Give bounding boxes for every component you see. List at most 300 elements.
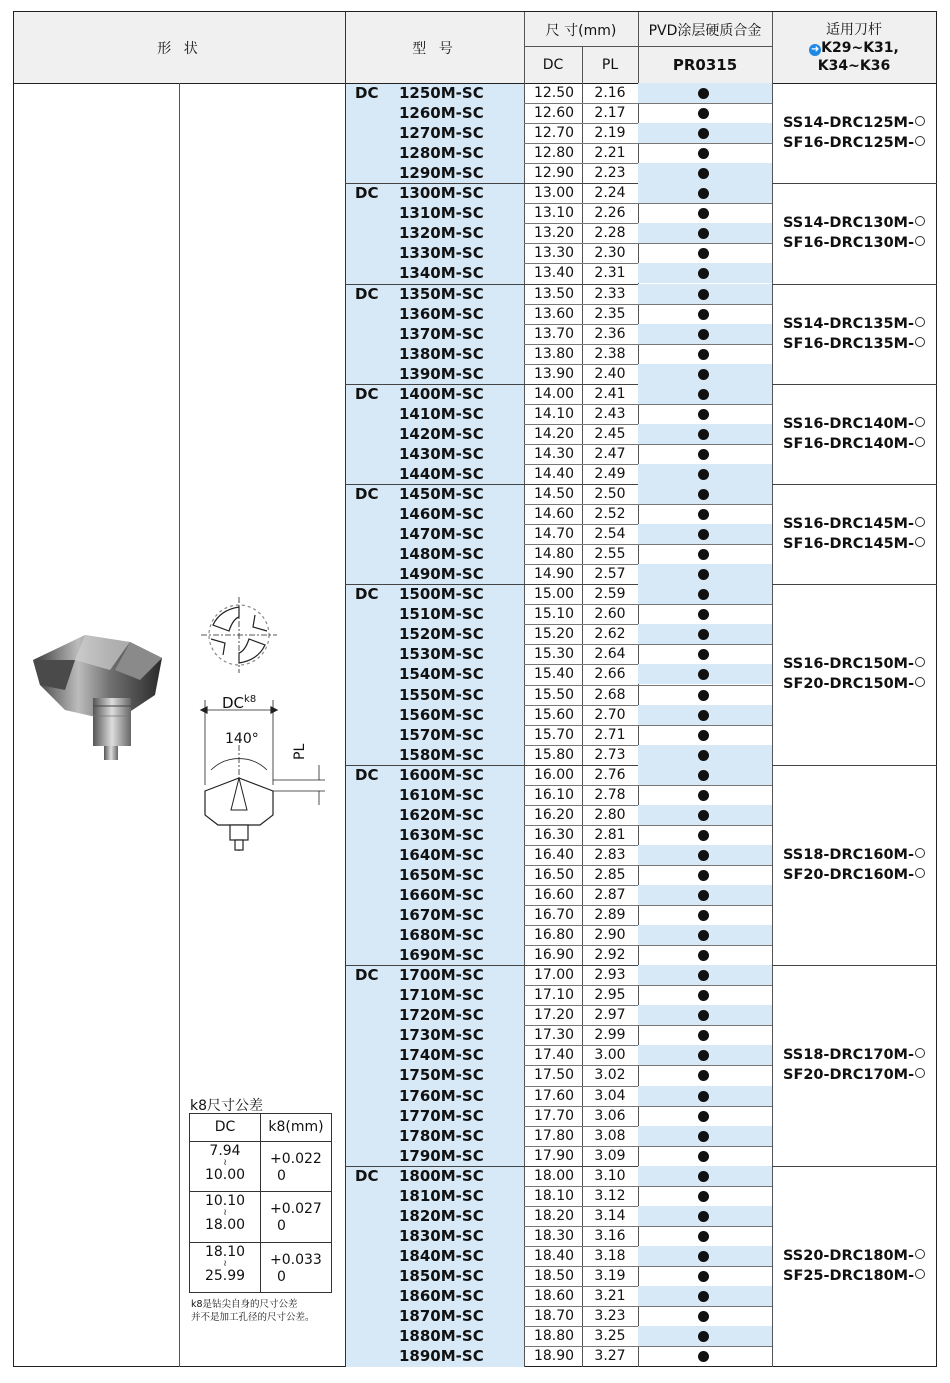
dc-value: 13.30 [533,245,575,262]
holder-cell [772,113,937,153]
model-number: 1500M-SC [399,585,484,604]
table-row [345,705,937,725]
holder-cell [772,514,937,554]
model-number: 1430M-SC [399,444,484,463]
table-row [345,1025,937,1045]
dc-value: 14.60 [533,506,575,523]
availability-dot-icon [698,1271,709,1282]
group-prefix: DC [355,84,379,102]
availability-dot-icon [698,409,709,420]
dc-value: 16.50 [533,866,575,883]
pl-value: 2.92 [594,947,626,964]
pl-value: 2.26 [594,205,626,222]
table-row [345,364,937,384]
dc-value: 18.30 [533,1227,575,1244]
model-number: 1480M-SC [399,545,484,564]
availability-dot-icon [698,1291,709,1302]
table-row [345,1146,937,1166]
holder-model: SS14-DRC125M- [783,113,937,133]
model-number: 1830M-SC [399,1226,484,1245]
availability-dot-icon [698,850,709,861]
pl-value: 2.36 [594,325,626,342]
dc-value: 15.70 [533,726,575,743]
pl-value: 2.83 [594,846,626,863]
table-row [345,1286,937,1306]
model-number: 1660M-SC [399,886,484,904]
model-number: 1770M-SC [399,1106,484,1125]
arrow-right-icon: ➜ [810,44,820,55]
pl-value: 3.09 [594,1147,626,1164]
header-holder-title: 适用刀杆 [826,22,882,38]
dc-value: 17.60 [533,1087,575,1104]
dc-value: 14.20 [533,425,575,442]
model-number: 1870M-SC [399,1307,484,1326]
dc-value: 13.40 [533,265,575,282]
dc-value: 18.80 [533,1328,575,1345]
pl-value: 2.90 [594,927,626,944]
dc-value: 16.30 [533,826,575,843]
pl-value: 2.64 [594,646,626,663]
circle-icon [915,517,925,527]
table-row [345,1005,937,1025]
model-number: 1360M-SC [399,304,484,323]
availability-dot-icon [698,108,709,119]
pl-value: 2.97 [594,1007,626,1024]
circle-icon [915,236,925,246]
circle-icon [915,317,925,327]
table-row [345,604,937,624]
table-row [345,284,937,304]
model-number: 1300M-SC [399,184,484,203]
pl-value: 2.30 [594,245,626,262]
model-number: 1570M-SC [399,725,484,744]
tolerance-dc-range: 7.94 ≀ 10.00 [204,1143,246,1183]
model-number: 1320M-SC [399,224,484,243]
table-row [345,183,937,203]
group-prefix: DC [355,966,379,985]
pl-value: 3.21 [594,1288,626,1304]
model-number: 1530M-SC [399,645,484,664]
model-number: 1310M-SC [399,204,484,223]
holder-cell [772,414,937,454]
dc-value: 12.60 [533,105,575,122]
dc-value: 13.20 [533,225,575,242]
header-size: 尺 寸(mm) [545,23,617,39]
pl-value: 2.24 [594,185,626,202]
dc-value: 18.50 [533,1267,575,1284]
model-number: 1290M-SC [399,164,484,183]
dc-value: 16.60 [533,887,575,903]
table-row [345,1166,937,1186]
pl-value: 2.87 [594,887,626,903]
circle-icon [915,136,925,146]
dc-value: 14.40 [533,465,575,482]
pl-value: 2.19 [594,125,626,142]
model-number: 1730M-SC [399,1026,484,1045]
holder-model: SS14-DRC135M- [783,314,937,334]
model-number: 1580M-SC [399,745,484,764]
table-row [345,1346,937,1366]
group-prefix: DC [355,1166,379,1185]
dc-value: 12.80 [533,145,575,162]
availability-dot-icon [698,309,709,320]
tolerance-table [189,1113,332,1293]
table-row [345,825,937,845]
availability-dot-icon [698,870,709,881]
pl-value: 2.68 [594,686,626,703]
dc-value: 16.80 [533,927,575,944]
model-number: 1420M-SC [399,424,484,443]
model-number: 1630M-SC [399,825,484,844]
availability-dot-icon [698,1091,709,1102]
table-row [345,805,937,825]
model-number: 1460M-SC [399,505,484,524]
dc-value: 15.20 [533,626,575,643]
pl-value: 2.38 [594,345,626,362]
header-dc: DC [542,57,564,73]
table-row [345,163,937,183]
holder-model: SF16-DRC125M- [783,133,937,153]
table-row [345,905,937,925]
model-number: 1650M-SC [399,865,484,884]
pl-value: 3.10 [594,1167,626,1184]
dc-value: 15.10 [533,606,575,623]
pl-value: 2.35 [594,305,626,322]
model-number: 1780M-SC [399,1126,484,1145]
pl-value: 3.00 [594,1047,626,1064]
dc-value: 15.50 [533,686,575,703]
model-number: 1250M-SC [399,84,484,102]
dc-value: 17.80 [533,1127,575,1144]
pl-value: 3.14 [594,1207,626,1224]
header-pl: PL [601,57,619,73]
model-number: 1710M-SC [399,986,484,1005]
model-number: 1490M-SC [399,565,484,584]
availability-dot-icon [698,1111,709,1122]
pl-value: 3.25 [594,1328,626,1345]
dc-value: 14.50 [533,486,575,502]
availability-dot-icon [698,289,709,300]
model-number: 1270M-SC [399,124,484,143]
dc-value: 15.40 [533,666,575,683]
table-row [345,1326,937,1346]
pl-value: 2.70 [594,706,626,723]
model-number: 1700M-SC [399,966,484,985]
dc-value: 14.00 [533,385,575,402]
table-row [345,725,937,745]
availability-dot-icon [698,1311,709,1322]
dc-value: 15.60 [533,706,575,723]
diagram-angle-label: 140° [225,731,259,747]
holder-model: SS16-DRC145M- [783,514,937,534]
group-prefix: DC [355,384,379,403]
dc-value: 17.50 [533,1067,575,1084]
table-row [345,885,937,905]
availability-dot-icon [698,1171,709,1182]
pl-value: 2.16 [594,85,626,101]
group-prefix: DC [355,585,379,604]
header-pvd: PVD涂层硬质合金 [648,23,762,39]
table-row [345,1086,937,1106]
pl-value: 3.12 [594,1187,626,1204]
dc-value: 16.20 [533,806,575,823]
table-row [345,464,937,484]
group-prefix: DC [355,765,379,784]
table-row [345,945,937,965]
pl-value: 2.80 [594,806,626,823]
pl-value: 2.49 [594,465,626,482]
model-number: 1600M-SC [399,765,484,784]
holder-model: SF25-DRC180M- [783,1266,937,1286]
dc-value: 14.90 [533,566,575,583]
availability-dot-icon [698,1191,709,1202]
availability-dot-icon [698,469,709,480]
holder-model: SF16-DRC135M- [783,334,937,354]
pl-value: 2.47 [594,445,626,462]
model-number: 1890M-SC [399,1347,484,1366]
model-number: 1260M-SC [399,104,484,123]
pl-value: 2.31 [594,265,626,282]
pl-value: 3.16 [594,1227,626,1244]
pl-value: 2.52 [594,506,626,523]
availability-dot-icon [698,1231,709,1242]
table-row [345,384,937,404]
dc-value: 13.80 [533,345,575,362]
table-row [345,1206,937,1226]
holder-cell [772,213,937,253]
holder-cell [772,314,937,354]
dc-value: 16.00 [533,766,575,783]
pl-value: 3.23 [594,1308,626,1325]
dc-value: 12.50 [533,85,575,101]
dc-value: 15.30 [533,646,575,663]
pl-value: 2.54 [594,526,626,543]
pl-value: 2.85 [594,866,626,883]
circle-icon [915,417,925,427]
pl-value: 2.62 [594,626,626,643]
model-number: 1400M-SC [399,384,484,403]
model-number: 1450M-SC [399,485,484,503]
model-number: 1820M-SC [399,1206,484,1225]
holder-model: SF16-DRC140M- [783,434,937,454]
holder-cell [772,845,937,885]
model-number: 1810M-SC [399,1186,484,1205]
model-number: 1750M-SC [399,1066,484,1085]
dc-value: 14.80 [533,546,575,563]
dc-value: 17.40 [533,1047,575,1064]
model-number: 1470M-SC [399,525,484,544]
dc-value: 13.10 [533,205,575,222]
pl-value: 2.71 [594,726,626,743]
model-number: 1760M-SC [399,1086,484,1105]
holder-model: SF20-DRC150M- [783,674,937,694]
model-number: 1790M-SC [399,1146,484,1165]
circle-icon [915,537,925,547]
dc-value: 17.20 [533,1007,575,1024]
pl-value: 2.17 [594,105,626,122]
drill-dimension-drawing [195,595,335,855]
dc-value: 14.30 [533,445,575,462]
circle-icon [915,657,925,667]
pl-value: 2.59 [594,586,626,603]
circle-icon [915,677,925,687]
dc-value: 16.90 [533,947,575,964]
holder-model: SS18-DRC170M- [783,1045,937,1065]
model-number: 1670M-SC [399,906,484,925]
model-number: 1440M-SC [399,464,484,483]
pl-value: 2.45 [594,425,626,442]
availability-dot-icon [698,489,709,500]
holder-model: SS16-DRC150M- [783,654,937,674]
dc-value: 13.50 [533,285,575,302]
circle-icon [915,116,925,126]
pl-value: 2.93 [594,967,626,984]
dc-value: 16.40 [533,846,575,863]
model-number: 1680M-SC [399,926,484,945]
availability-dot-icon [698,88,709,99]
holder-cell [772,1246,937,1286]
availability-dot-icon [698,389,709,400]
dc-value: 18.00 [533,1167,575,1184]
circle-icon [915,1269,925,1279]
dc-value: 13.00 [533,185,575,202]
model-number: 1620M-SC [399,805,484,824]
model-number: 1690M-SC [399,946,484,965]
tolerance-dc-range: 10.10 ≀ 18.00 [204,1193,246,1233]
availability-dot-icon [698,910,709,921]
table-row [345,985,937,1005]
pl-value: 2.33 [594,285,626,302]
availability-dot-icon [698,890,709,901]
dc-value: 17.70 [533,1107,575,1124]
availability-dot-icon [698,690,709,701]
availability-dot-icon [698,770,709,781]
pl-value: 3.06 [594,1107,626,1124]
tolerance-k8-value: +0.033 0 [270,1252,322,1285]
model-number: 1540M-SC [399,665,484,684]
model-number: 1610M-SC [399,785,484,804]
dc-value: 18.70 [533,1308,575,1325]
header-holder-ref1: ➜ K29~K31, [810,40,899,56]
availability-dot-icon [698,810,709,821]
pl-value: 2.23 [594,165,626,182]
table-row [345,263,937,283]
pl-value: 2.21 [594,145,626,162]
header-grade: PR0315 [672,56,738,74]
dc-value: 18.40 [533,1247,575,1264]
diagram-dc-label: $DC^{k8}$ [222,694,257,712]
availability-dot-icon [698,830,709,841]
tolerance-k8-value: +0.027 0 [270,1201,322,1234]
pl-value: 2.55 [594,546,626,563]
model-number: 1880M-SC [399,1327,484,1346]
availability-dot-icon [698,509,709,520]
pl-value: 2.41 [594,385,626,402]
table-row [345,624,937,644]
model-number: 1410M-SC [399,404,484,423]
pl-value: 3.19 [594,1267,626,1284]
availability-dot-icon [698,449,709,460]
table-row [345,745,937,765]
tolerance-col-k8: k8(mm) [268,1119,324,1135]
holder-cell [772,1045,937,1085]
availability-dot-icon [698,1211,709,1222]
circle-icon [915,1048,925,1058]
pl-value: 2.99 [594,1027,626,1044]
model-number: 1510M-SC [399,605,484,624]
pl-value: 2.66 [594,666,626,683]
dc-value: 17.00 [533,967,575,984]
pl-value: 2.78 [594,786,626,803]
availability-dot-icon [698,750,709,761]
group-prefix: DC [355,284,379,303]
holder-model: SS18-DRC160M- [783,845,937,865]
dc-value: 13.70 [533,325,575,342]
circle-icon [915,216,925,226]
model-number: 1560M-SC [399,705,484,724]
pl-value: 2.81 [594,826,626,843]
table-row [345,765,937,785]
dc-value: 16.10 [533,786,575,803]
circle-icon [915,1249,925,1259]
availability-dot-icon [698,730,709,741]
dc-value: 17.90 [533,1147,575,1164]
dc-value: 15.00 [533,586,575,603]
header-holder-ref2: K34~K36 [817,58,891,74]
availability-dot-icon [698,369,709,380]
tolerance-col-dc: DC [214,1119,236,1135]
diagram-pl-label: PL [292,743,308,760]
availability-dot-icon [698,349,709,360]
model-number: 1520M-SC [399,625,484,644]
dc-value: 16.70 [533,907,575,924]
table-row [345,1106,937,1126]
pl-value: 2.95 [594,987,626,1004]
pl-value: 2.50 [594,486,626,502]
model-number: 1380M-SC [399,344,484,363]
table-row [345,1186,937,1206]
model-number: 1550M-SC [399,685,484,704]
pl-value: 2.40 [594,365,626,382]
model-number: 1840M-SC [399,1246,484,1265]
model-number: 1370M-SC [399,324,484,343]
model-number: 1350M-SC [399,284,484,303]
table-row [345,785,937,805]
dc-value: 13.60 [533,305,575,322]
holder-cell [772,654,937,694]
header-shape: 形 状 [157,41,202,57]
table-row [345,1126,937,1146]
pl-value: 3.04 [594,1087,626,1104]
pl-value: 2.73 [594,746,626,763]
dc-value: 18.10 [533,1187,575,1204]
availability-dot-icon [698,329,709,340]
availability-dot-icon [698,790,709,801]
group-prefix: DC [355,485,379,503]
tolerance-k8-value: +0.022 0 [270,1151,322,1184]
tolerance-title: k8尺寸公差 [190,1098,264,1114]
header-model: 型 号 [412,41,457,57]
holder-model: SS16-DRC140M- [783,414,937,434]
holder-model: SS14-DRC130M- [783,213,937,233]
holder-model: SF16-DRC145M- [783,534,937,554]
availability-dot-icon [698,1151,709,1162]
availability-dot-icon [698,710,709,721]
pl-value: 2.57 [594,566,626,583]
pl-value: 2.28 [594,225,626,242]
pl-value: 2.89 [594,907,626,924]
table-row [345,564,937,584]
